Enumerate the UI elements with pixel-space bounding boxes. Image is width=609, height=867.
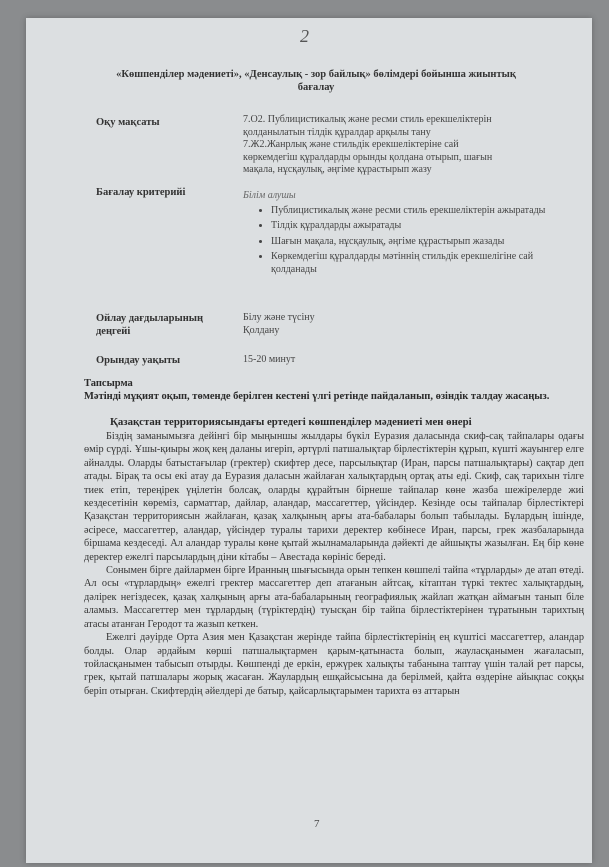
header-line-1: «Көшпенділер мәдениеті», «Денсаулық - зор байлық» бөлімдері бойынша жиынтық <box>116 69 516 80</box>
task-block <box>84 378 576 403</box>
criteria-title: Білім алушы <box>243 190 296 201</box>
criteria-item: • Шағын мақала, нұсқаулық, әңгіме құрастырып жазады <box>271 236 573 249</box>
objectives-line: көркемдегіш құралдарды орынды қолдана отырып, шағын <box>243 151 493 163</box>
criteria-label: Бағалау критерийі <box>96 187 186 198</box>
paragraph: Біздің заманымызға дейінгі бір мыңыншы жылдары бүкіл Еуразия даласында скиф-сақ тайпалары одағы өмір сүрді. Ұшы-қиыры жоқ кең даланы игеріп, әртүрлі патшалықтар бірлестіктерін құрып, күшті жауынгер елге айналды. Оларды батыстағылар (гректер) скифтер десе, парсылықтар (Иран, парсы патшалықтары) сақтар деп атады. Бірақ та осы екі атау да Еуразия даласын жайлаған халықтардың ортақ аты еді. Скиф, сақ тарихын тілге тиек етіп, тереңірек үңілетін болсақ, оларды құрайтын бірнеше тайпалар көне жазба шежірелерде жиі кездесетінін көреміз, сарматтар, дайлар, аландар, массагеттер, үйсіндер. Кезінде осы тайпалар бірлестіктері Қазақстан территориясын жайлаған, қазақ халқының арғы ата-бабалары болып табылады. Бұлардың ішінде, әсіресе, массагеттер, аландар, үйсіндер туралы тарихи деректер көбінесе Иран, парсы, грек жазбаларында біршама кездеседі. Ал аландар туралы көне қытай жылнамаларында дәйекті де айшықты жазылған. Ең бір көне деректер ежелгі парсылардың діни кітабы – Авестада көрініс береді. <box>84 431 584 563</box>
page-number: 7 <box>314 818 320 830</box>
criteria-item: • Көркемдегіш құралдарды мәтіннің стильдік ерекшелігіне сай қолданады <box>271 251 573 276</box>
handwritten-page-mark: 2 <box>300 26 309 46</box>
objectives-line: қолданылатын тілдік құралдар арқылы тану <box>243 126 431 138</box>
time-label: Орындау уақыты <box>96 355 181 366</box>
thinking-level-label-line: Ойлау дағдыларының <box>96 313 204 324</box>
criteria-item: • Публицистикалық және ресми стиль ерекшеліктерін ажыратады <box>271 205 573 218</box>
thinking-level-value-line: Қолдану <box>243 324 280 336</box>
criteria-item: • Тілдік құралдарды ажыратады <box>271 220 573 233</box>
thinking-level-value <box>243 312 573 337</box>
paragraph: Ежелгі дәуірде Орта Азия мен Қазақстан жерінде тайпа бірлестіктерінің ең күштісі массагеттер, аландар болды. Олар әрдайым көрші патшалықтармен қарым-қатынаста болып, жауласқанымен жағаласып, тойласқанымен табысып отырды. Көшпенді де еркін, ержүрек халықты табанына таптау үшін талай рет парсы, грек, қытай патшалары жорық жасаған. Жаулардың ешқайсысына да берілмей, қайта өздеріне айықпас соққы беріп отырған. Скифтердің әйелдері де батыр, қайсарлықтарымен тарихта өз аттарын <box>84 632 584 697</box>
document-page <box>26 18 592 863</box>
thinking-level-label <box>96 312 203 338</box>
objectives-line: 7.Ж2.Жанрлық және стильдік ерекшеліктеріне сай <box>243 139 459 150</box>
text-title: Қазақстан территориясындағы ертедегі көшпенділер мәдениеті мен өнері <box>110 416 472 428</box>
objectives-label: Оқу мақсаты <box>96 117 160 128</box>
task-text: Мәтінді мұқият оқып, төменде берілген кестені үлгі ретінде пайдаланып, өзіндік талдау жасаңыз. <box>84 390 550 402</box>
criteria-list <box>243 205 573 277</box>
thinking-level-value-line: Білу және түсіну <box>243 312 315 323</box>
body-text <box>84 430 584 698</box>
criteria-value <box>243 190 573 279</box>
objectives-line: мақала, нұсқаулық, әңгіме құрастырып жазу <box>243 164 432 175</box>
time-value: 15-20 минут <box>243 354 296 365</box>
paragraph: Сонымен бірге дайлармен бірге Иранның шығысында орын тепкен көшпелі тайпа «тұрларды» де атап өтеді. Ал осы «тұрлардың» ежелгі гректер массагеттер деп атағанын айтсақ, кітаптан түркі тектес халықтардың, дәлірек негіздесек, қазақ халқының арғы ата-бабаларының географиялық жайлап жатқан аймағын танып біле аламыз. Массагеттер мен тұрлардың (түріктердің) туысқан бір тайпа бірлестіктерінен тұратынын тарихтың атасы атанған Геродот та жазып кеткен. <box>84 565 584 630</box>
task-title: Тапсырма <box>84 378 133 389</box>
objectives-line: 7.О2. Публицистикалық және ресми стиль ерекшеліктерін <box>243 114 492 125</box>
header-line-2: бағалау <box>297 82 335 93</box>
objectives-value <box>243 114 573 177</box>
thinking-level-label-line: деңгейі <box>96 326 131 337</box>
document-header <box>106 68 526 94</box>
